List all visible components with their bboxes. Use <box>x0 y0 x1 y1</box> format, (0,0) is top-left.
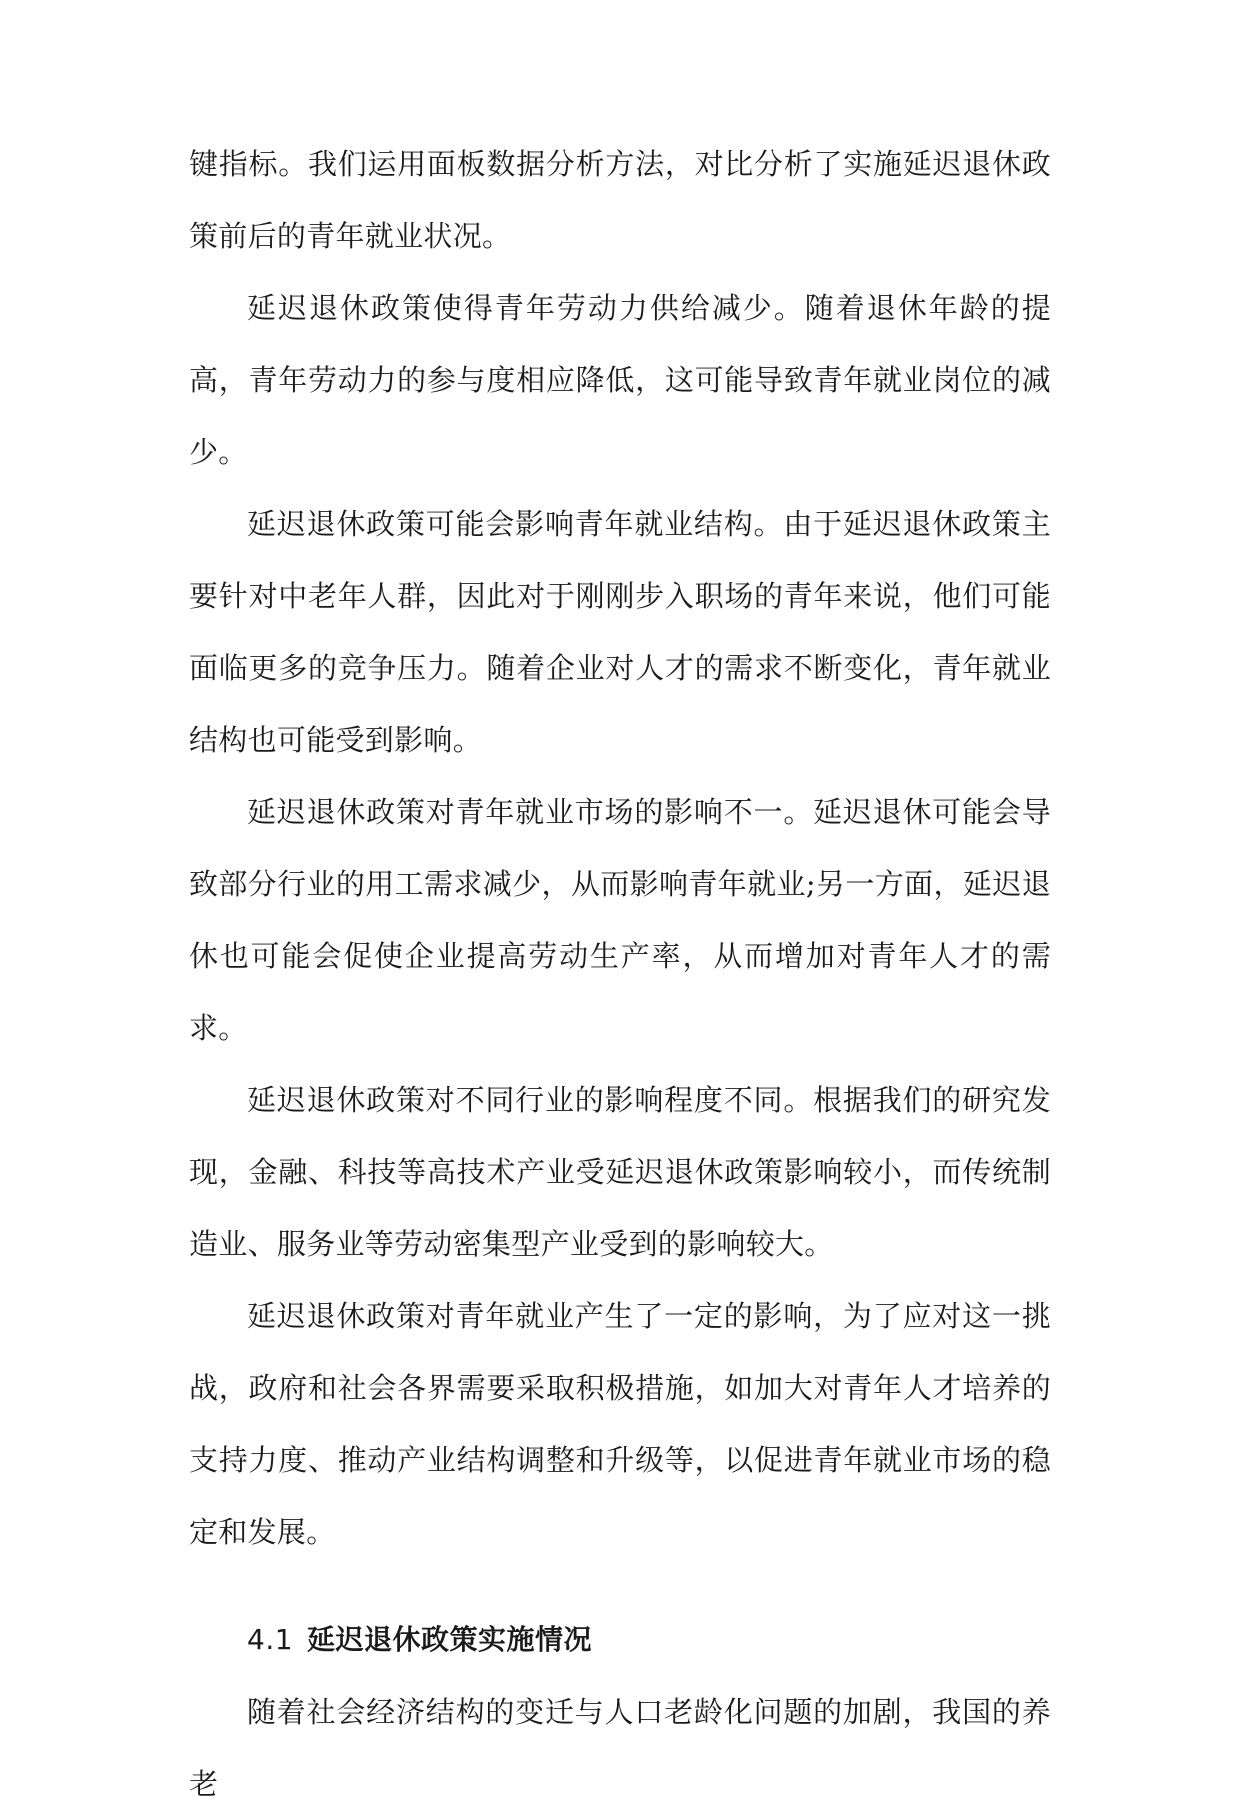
paragraph-6: 延迟退休政策对青年就业产生了一定的影响，为了应对这一挑战，政府和社会各界需要采取积极措施，如加大对青年人才培养的支持力度、推动产业结构调整和升级等，以促进青年就业市场的稳定和发展。 <box>189 1299 1051 1549</box>
paragraph-5: 延迟退休政策对不同行业的影响程度不同。根据我们的研究发现，金融、科技等高技术产业受延迟退休政策影响较小，而传统制造业、服务业等劳动密集型产业受到的影响较大。 <box>189 1083 1051 1261</box>
paragraph-after-heading: 随着社会经济结构的变迁与人口老龄化问题的加剧，我国的养老 <box>189 1695 1051 1801</box>
section-heading <box>247 1604 1051 1676</box>
paragraph-4: 延迟退休政策对青年就业市场的影响不一。延迟退休可能会导致部分行业的用工需求减少，从而影响青年就业;另一方面，延迟退休也可能会促使企业提高劳动生产率，从而增加对青年人才的需求。 <box>189 795 1051 1045</box>
paragraph-2: 延迟退休政策使得青年劳动力供给减少。随着退休年龄的提高，青年劳动力的参与度相应降低，这可能导致青年就业岗位的减少。 <box>189 291 1051 469</box>
paragraph-1: 键指标。我们运用面板数据分析方法，对比分析了实施延迟退休政策前后的青年就业状况。 <box>189 147 1051 253</box>
paragraph-3: 延迟退休政策可能会影响青年就业结构。由于延迟退休政策主要针对中老年人群，因此对于刚刚步入职场的青年来说，他们可能面临更多的竞争压力。随着企业对人才的需求不断变化，青年就业结构也可能受到影响。 <box>189 507 1051 757</box>
section-title: 延迟退休政策实施情况 <box>307 1623 593 1656</box>
section-number: 4.1 <box>247 1623 294 1656</box>
document-body <box>189 128 1051 1820</box>
